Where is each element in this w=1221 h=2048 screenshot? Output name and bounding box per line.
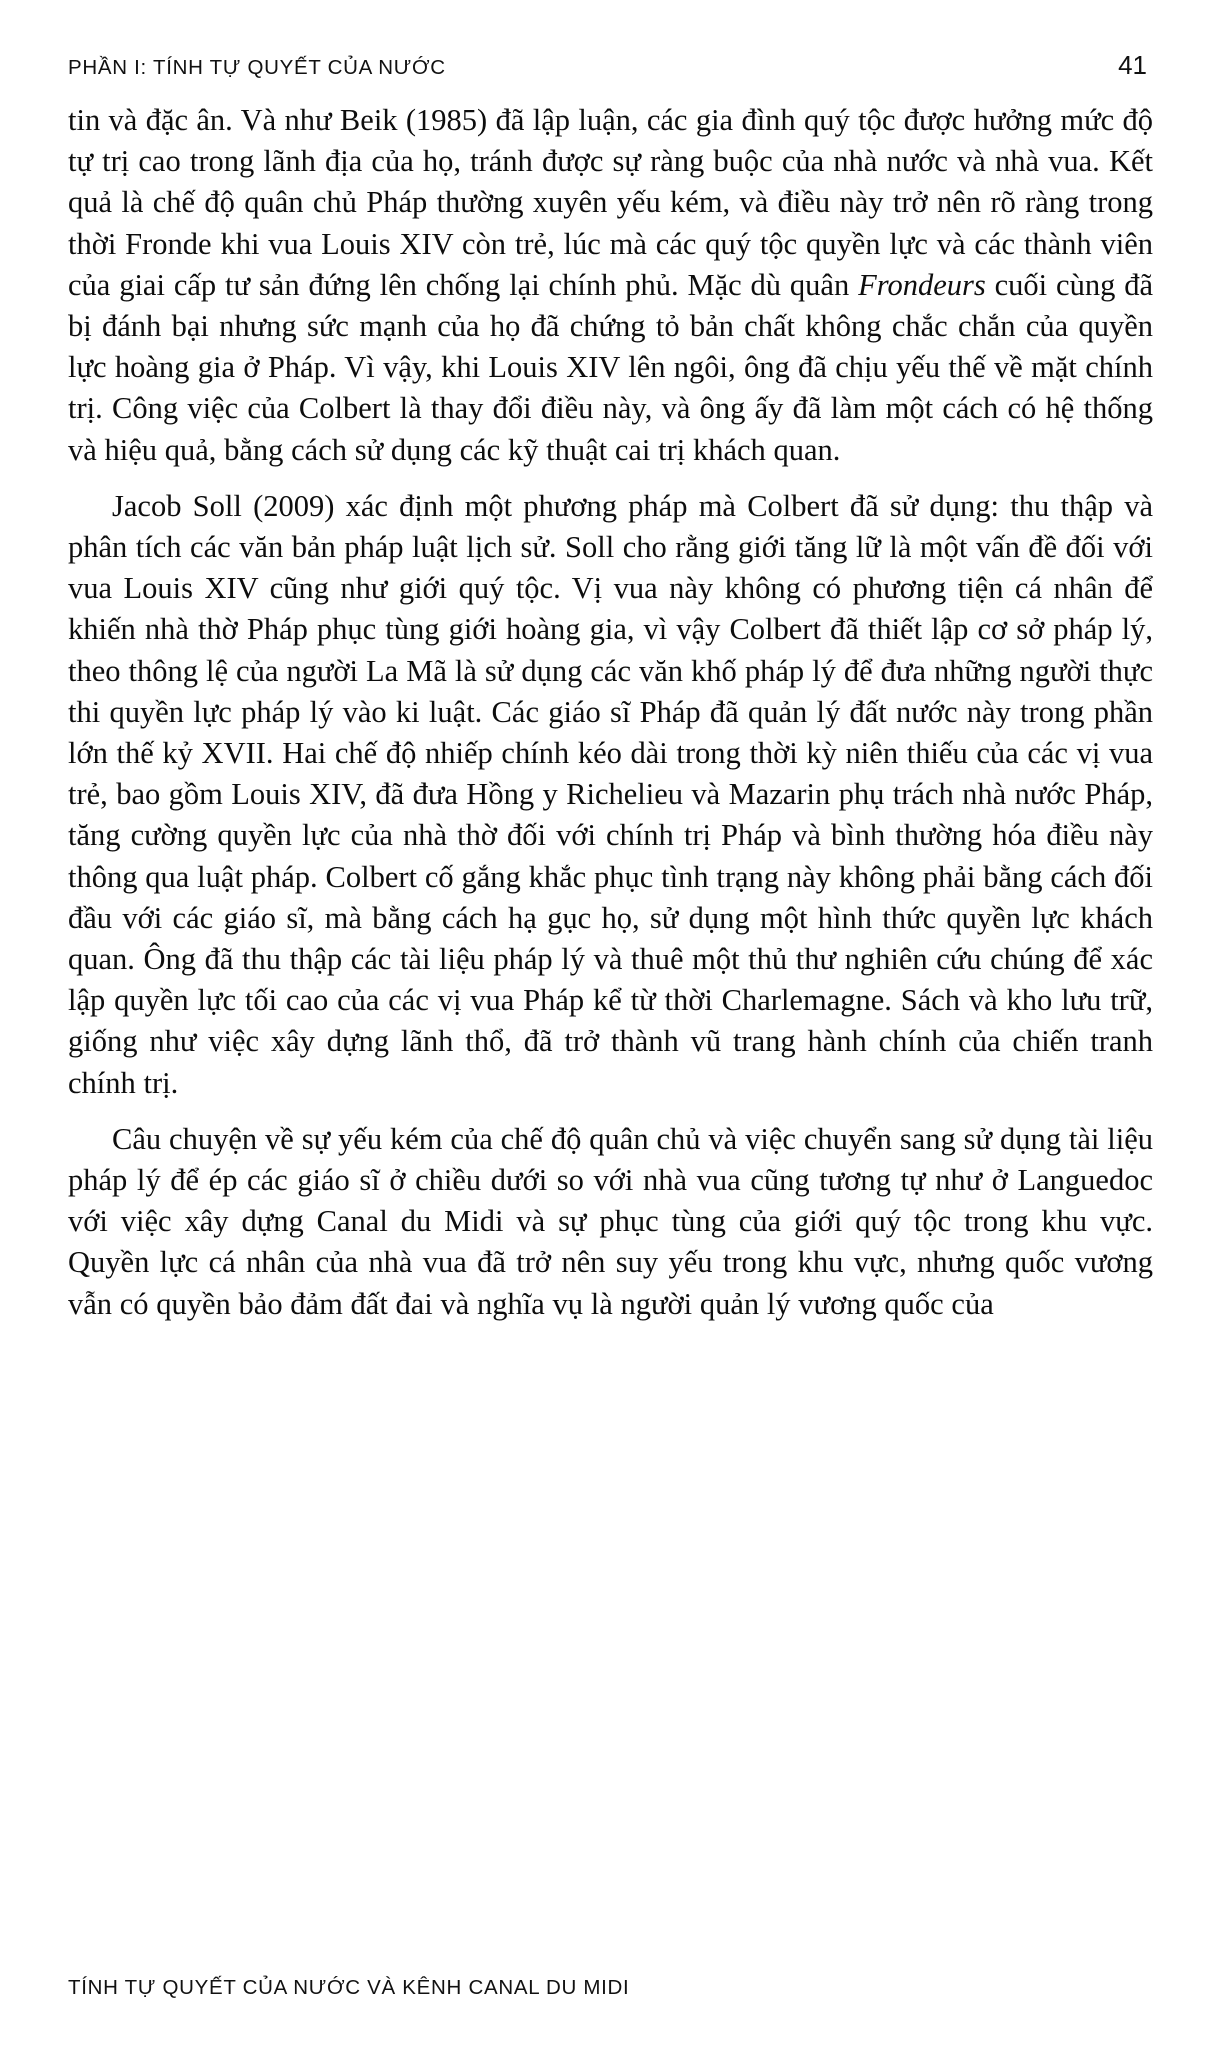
paragraph-1-part-1: tin và đặc ân. Và như Beik (1985) đã lập luận, các gia đình quý tộc được hưởng mức độ tự trị cao trong lãnh địa của họ, tránh được sự ràng buộc của nhà nước và nhà vua. Kết quả là chế độ quân chủ Pháp thường xuyên yếu kém, và điều này trở nên rõ ràng trong thời Fronde khi vua Louis XIV còn trẻ, lúc mà các quý tộc quyền lực và các thành viên của giai cấp tư sản đứng lên chống lại chính phủ. Mặc dù quân: [68, 103, 1153, 302]
running-foot: [68, 1976, 1153, 2000]
paragraph-2: Jacob Soll (2009) xác định một phương pháp mà Colbert đã sử dụng: thu thập và phân tích các văn bản pháp luật lịch sử. Soll cho rằng giới tăng lữ là một vấn đề đối với vua Louis XIV cũng như giới quý tộc. Vị vua này không có phương tiện cá nhân để khiến nhà thờ Pháp phục tùng giới hoàng gia, vì vậy Colbert đã thiết lập cơ sở pháp lý, theo thông lệ của người La Mã là sử dụng các văn khố pháp lý để đưa những người thực thi quyền lực pháp lý vào ki luật. Các giáo sĩ Pháp đã quản lý đất nước này trong phần lớn thế kỷ XVII. Hai chế độ nhiếp chính kéo dài trong thời kỳ niên thiếu của các vị vua trẻ, bao gồm Louis XIV, đã đưa Hồng y Richelieu và Mazarin phụ trách nhà nước Pháp, tăng cường quyền lực của nhà thờ đối với chính trị Pháp và bình thường hóa điều này thông qua luật pháp. Colbert cố gắng khắc phục tình trạng này không phải bằng cách đối đầu với các giáo sĩ, mà bằng cách hạ gục họ, sử dụng một hình thức quyền lực khách quan. Ông đã thu thập các tài liệu pháp lý và thuê một thủ thư nghiên cứu chúng để xác lập quyền lực tối cao của các vị vua Pháp kể từ thời Charlemagne. Sách và kho lưu trữ, giống như việc xây dựng lãnh thổ, đã trở thành vũ trang hành chính của chiến tranh chính trị.: [68, 488, 1153, 1100]
paragraph-1: [68, 100, 1153, 471]
paragraph-1-part-2: cuối cùng đã bị đánh bại nhưng sức mạnh của họ đã chứng tỏ bản chất không chắc chắn của quyền lực hoàng gia ở Pháp. Vì vậy, khi Louis XIV lên ngôi, ông đã chịu yếu thế về mặt chính trị. Công việc của Colbert là thay đổi điều này, và ông ấy đã làm một cách có hệ thống và hiệu quả, bằng cách sử dụng các kỹ thuật cai trị khách quan.: [68, 267, 1153, 467]
paragraph-3: Câu chuyện về sự yếu kém của chế độ quân chủ và việc chuyển sang sử dụng tài liệu pháp lý để ép các giáo sĩ ở chiều dưới so với nhà vua cũng tương tự như ở Languedoc với việc xây dựng Canal du Midi và sự phục tùng của giới quý tộc trong khu vực. Quyền lực cá nhân của nhà vua đã trở nên suy yếu trong khu vực, nhưng quốc vương vẫn có quyền bảo đảm đất đai và nghĩa vụ là người quản lý vương quốc của: [68, 1121, 1153, 1321]
page-number: 41: [1118, 50, 1147, 80]
running-head: [68, 50, 1153, 84]
running-head-title: PHẦN I: TÍNH TỰ QUYẾT CỦA NƯỚC: [68, 56, 446, 79]
paragraph-1-italic-term: Frondeurs: [858, 267, 986, 302]
running-foot-title: TÍNH TỰ QUYẾT CỦA NƯỚC VÀ KÊNH CANAL DU MIDI: [68, 1976, 630, 1999]
body-text-block: [68, 100, 1153, 1325]
